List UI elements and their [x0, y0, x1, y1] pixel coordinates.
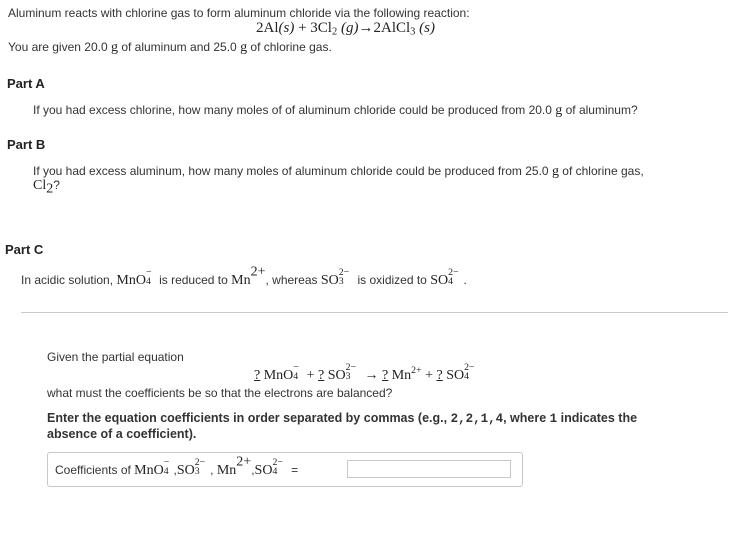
part-c-title[interactable]: Part C — [5, 242, 44, 257]
reaction-cl-sub: 2 — [331, 26, 338, 38]
intro-line: Aluminum reacts with chlorine gas to form aluminum chloride via the following reaction: — [8, 6, 470, 20]
unit-g: g — [551, 164, 559, 179]
formula-mn: Mn — [231, 272, 251, 288]
given-masses: You are given 20.0 g of aluminum and 25.0 g of chlorine gas. — [8, 40, 332, 55]
unit-g: g — [240, 40, 248, 55]
part-b-formula: $Cl_2$? — [33, 178, 60, 197]
instructions-line1: Enter the equation coefficients in order separated by commas (e.g., 2,2,1,4, where 1 indicates the — [47, 411, 638, 426]
reaction-product-sub: 3 — [410, 26, 416, 38]
reaction-state: (s) — [278, 20, 295, 36]
coefficients-input[interactable] — [347, 460, 511, 478]
partial-equation: ? MnO − 4 + ? SO 2− 3 → ? $Mn^{2+}$ + ? SO 2− 4 — [254, 361, 475, 383]
part-b-title[interactable]: Part B — [7, 137, 46, 152]
reaction-cl: 3Cl — [310, 20, 332, 36]
part-a-question: If you had excess chlorine, how many moles of of aluminum chloride could be produced from 20.0 g of aluminum? — [33, 103, 638, 118]
part-a-title[interactable]: Part A — [7, 76, 45, 91]
given-partial-label: Given the partial equation — [47, 350, 184, 364]
section-divider — [21, 312, 728, 313]
reaction-product: 2AlCl — [373, 20, 411, 36]
reaction-state-solid: (s) — [419, 20, 435, 36]
reaction-plus: + — [298, 20, 307, 36]
reaction-arrow: → — [358, 20, 374, 36]
formula-so3: SO — [320, 272, 339, 288]
part-c-intro: In acidic solution, MnO − 4 is reduced to $Mn^{2+}$, whereas SO 2− 3 is oxidized to SO 2− 4 . — [21, 264, 467, 288]
instructions-line2: absence of a coefficient). — [47, 427, 197, 441]
part-b-question: If you had excess aluminum, how many moles of aluminum chloride could be produced from 25.0 g of chlorine gas, — [33, 164, 644, 179]
reaction-equation — [256, 20, 435, 37]
formula-so4: SO — [430, 272, 449, 288]
coefficients-label: Coefficients of MnO − 4 ,SO 2− 3 , $Mn^{2+},SO$ 2− 4 = — [55, 454, 299, 478]
unit-g: g — [555, 103, 563, 118]
unit-g: g — [110, 40, 118, 55]
reaction-al: 2Al — [256, 20, 279, 36]
balance-question: what must the coefficients be so that the electrons are balanced? — [47, 386, 393, 400]
formula-mno4: MnO — [116, 272, 146, 288]
reaction-state-gas: (g) — [340, 20, 359, 36]
